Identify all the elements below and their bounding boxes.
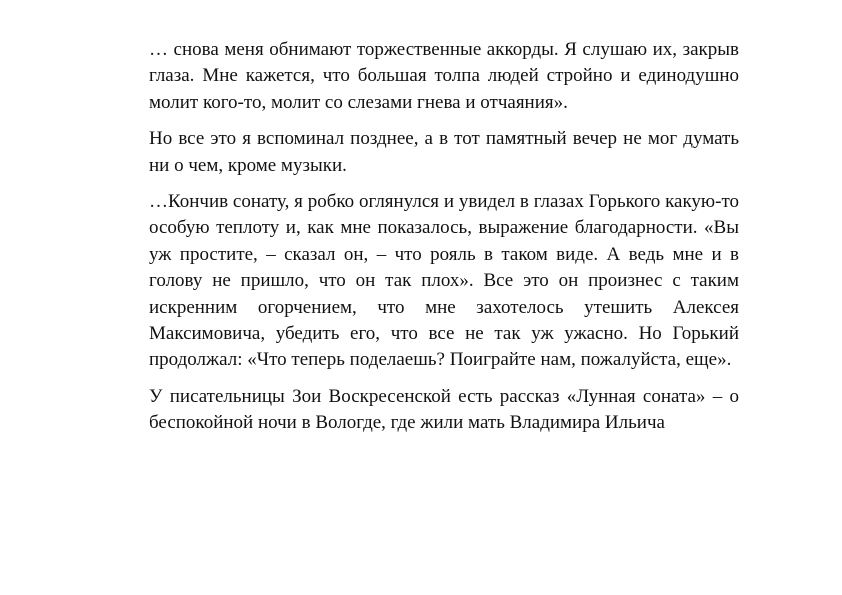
paragraph: Но все это я вспоминал позднее, а в тот памятный вечер не мог думать ни о чем, кроме музыки. [149,128,739,176]
paragraph: …Кончив сонату, я робко оглянулся и увидел в глазах Горького какую-то особую теплоту и, как мне показалось, выражение благодарности. «Вы уж простите, – сказал он, – что рояль в таком виде. А ведь мне и в голову не пришло, что он так плох». Все это он произнес с таким искренним огорчением, что мне захотелось утешить Алексея Максимовича, убедить его, что все не так уж ужасно. Но Горький продолжал: «Что теперь поделаешь? Поиграйте нам, пожалуйста, еще». [149,191,739,371]
document-text [149,37,739,447]
paragraph: … снова меня обнимают торжественные аккорды. Я слушаю их, закрыв глаза. Мне кажется, что большая толпа людей стройно и единодушно молит кого-то, молит со слезами гнева и отчаяния». [149,39,739,113]
paragraph: У писательницы Зои Воскресенской есть рассказ «Лунная соната» – о беспокойной ночи в Вологде, где жили мать Владимира Ильича [149,385,739,434]
